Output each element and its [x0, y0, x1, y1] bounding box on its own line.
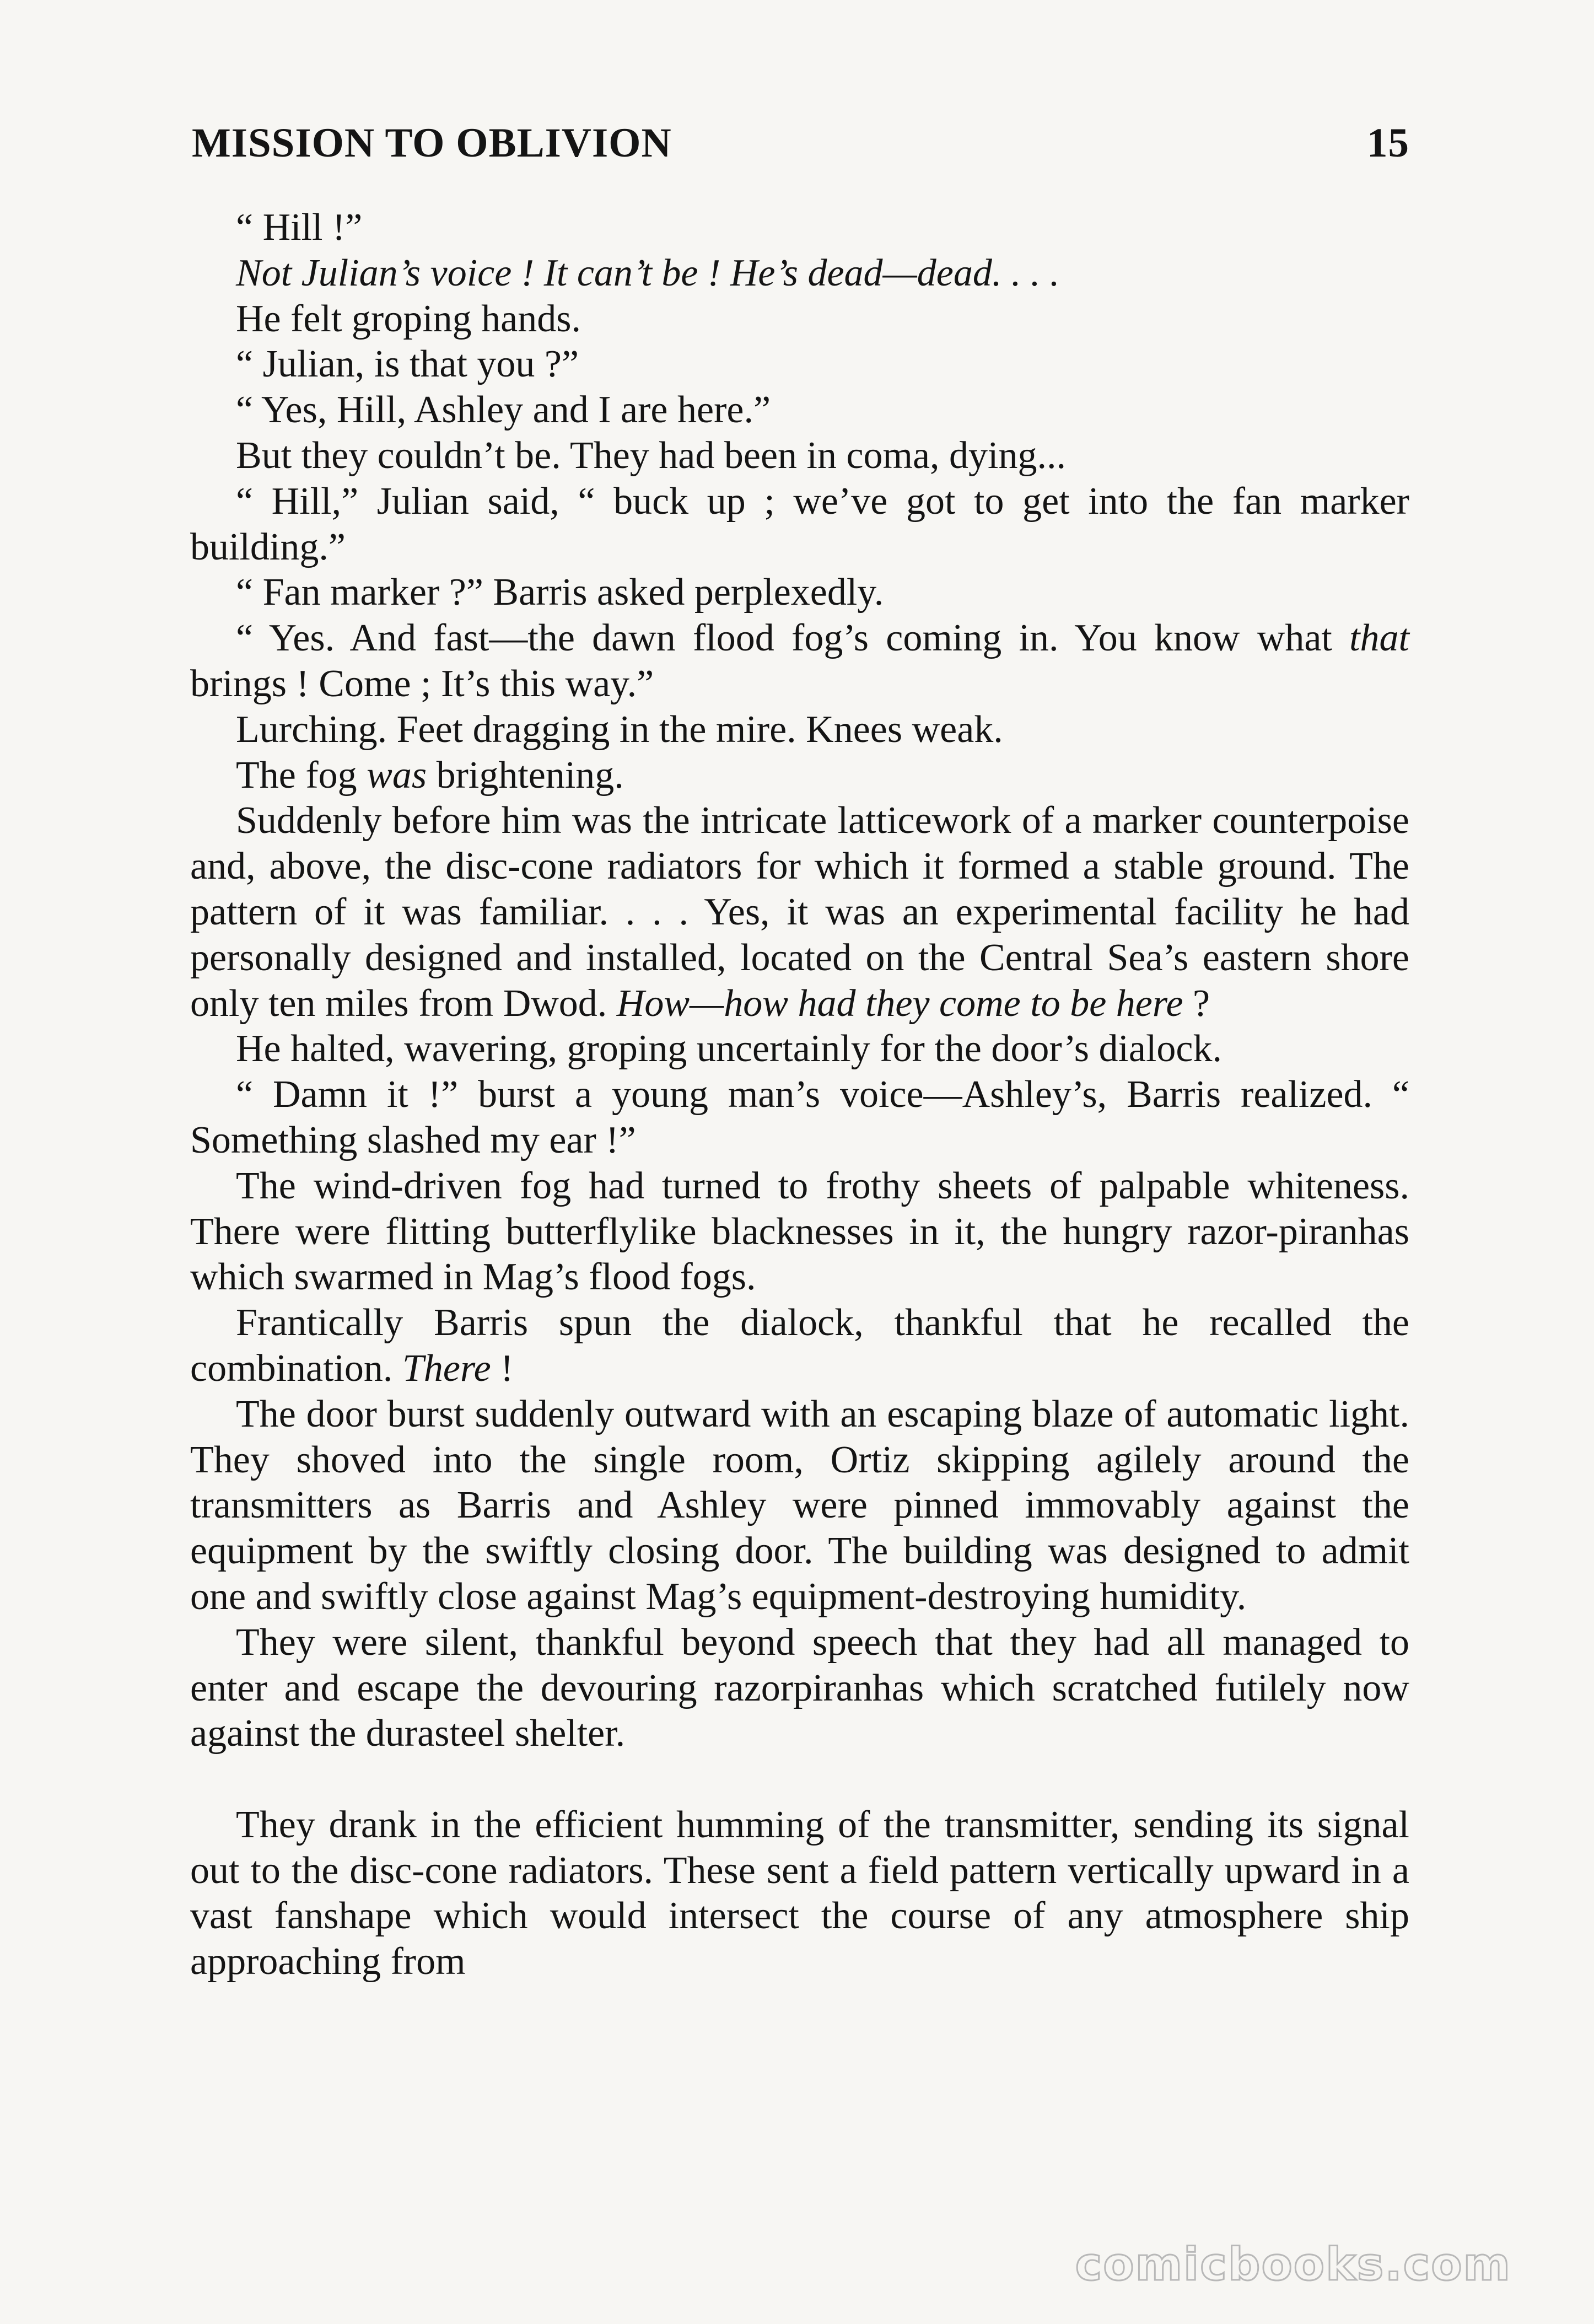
- text-run: He halted, wavering, groping uncertainly for the door’s dialock.: [236, 1027, 1222, 1070]
- body-text: [190, 205, 1409, 1985]
- text-run: But they couldn’t be. They had been in coma, dying...: [236, 434, 1066, 477]
- text-run: The fog: [236, 754, 367, 797]
- paragraph: [190, 388, 1409, 433]
- paragraph: [190, 433, 1409, 479]
- paragraph: [190, 479, 1409, 571]
- text-run: brightening.: [427, 754, 624, 797]
- paragraph: [190, 616, 1409, 707]
- text-run: The door burst suddenly outward with an escaping blaze of automatic light. They shoved into the single room, Ortiz skipping agilely around the transmitters as Barris and Ashley were pinned immovably against the equipment by the swiftly closing door. The building was designed to admit one and swiftly close against Mag’s equipment-destroying humidity.: [190, 1392, 1409, 1618]
- text-run: Frantically Barris spun the dialock, thankful that he recalled the combination.: [190, 1301, 1409, 1390]
- paragraph: [190, 1072, 1409, 1164]
- paragraph: [190, 753, 1409, 799]
- paragraph: [190, 1620, 1409, 1757]
- text-run: “ Damn it !” burst a young man’s voice—Ashley’s, Barris realized. “ Something slashed my ear !”: [190, 1073, 1409, 1161]
- text-run: !: [491, 1347, 514, 1390]
- text-run: “ Julian, is that you ?”: [236, 343, 579, 386]
- text-run: “ Hill,” Julian said, “ buck up ; we’ve got to get into the fan marker building.”: [190, 480, 1409, 568]
- watermark-logo: comicbooks.com: [1075, 2239, 1511, 2291]
- text-run: Lurching. Feet dragging in the mire. Knees weak.: [236, 708, 1003, 751]
- running-header: [192, 113, 1409, 174]
- paragraph: [190, 798, 1409, 1026]
- italic-text: was: [367, 754, 427, 797]
- italic-text: Not Julian’s voice ! It can’t be ! He’s dead—dead. . . .: [236, 251, 1060, 294]
- paragraph: [190, 297, 1409, 342]
- italic-text: that: [1349, 617, 1409, 660]
- paragraph: [190, 1300, 1409, 1392]
- paragraph: [190, 570, 1409, 616]
- paragraph: [190, 707, 1409, 753]
- text-run: brings ! Come ; It’s this way.”: [190, 662, 654, 705]
- book-title: MISSION TO OBLIVION: [192, 120, 672, 166]
- paragraph: [190, 1392, 1409, 1620]
- text-run: “ Yes, Hill, Ashley and I are here.”: [236, 389, 771, 432]
- page-number: 15: [1367, 120, 1409, 166]
- italic-text: How—how had they come to be here: [616, 982, 1183, 1025]
- paragraph: [190, 1803, 1409, 1985]
- paragraph: [190, 251, 1409, 297]
- italic-text: There: [402, 1347, 491, 1390]
- text-run: “ Fan marker ?” Barris asked perplexedly.: [236, 571, 884, 614]
- text-run: The wind-driven fog had turned to frothy sheets of palpable whiteness. There were flitting butterflylike blacknesses in it, the hungry razor-piranhas which swarmed in Mag’s flood fogs.: [190, 1164, 1409, 1299]
- text-run: They drank in the efficient humming of the transmitter, sending its signal out to the disc-cone radiators. These sent a field pattern vertically upward in a vast fanshape which would intersect the course of any atmosphere ship approaching from: [190, 1803, 1409, 1983]
- paragraph: [190, 1026, 1409, 1072]
- paragraph: [190, 205, 1409, 251]
- text-run: ?: [1183, 982, 1210, 1025]
- text-run: He felt groping hands.: [236, 297, 581, 340]
- text-run: They were silent, thankful beyond speech that they had all managed to enter and escape the devouring razorpiranhas which scratched futilely now against the durasteel shelter.: [190, 1621, 1409, 1755]
- text-run: Suddenly before him was the intricate latticework of a marker counterpoise and, above, the disc-cone radiators for which it formed a stable ground. The pattern of it was familiar. . . . Yes, it was an experimental facility he had personally designed and installed, located on the Central Sea’s eastern shore only ten miles from Dwod.: [190, 799, 1409, 1025]
- text-run: “ Yes. And fast—the dawn flood fog’s coming in. You know what: [236, 617, 1350, 660]
- text-run: “ Hill !”: [236, 206, 363, 249]
- paragraph: [190, 342, 1409, 388]
- paragraph: [190, 1164, 1409, 1300]
